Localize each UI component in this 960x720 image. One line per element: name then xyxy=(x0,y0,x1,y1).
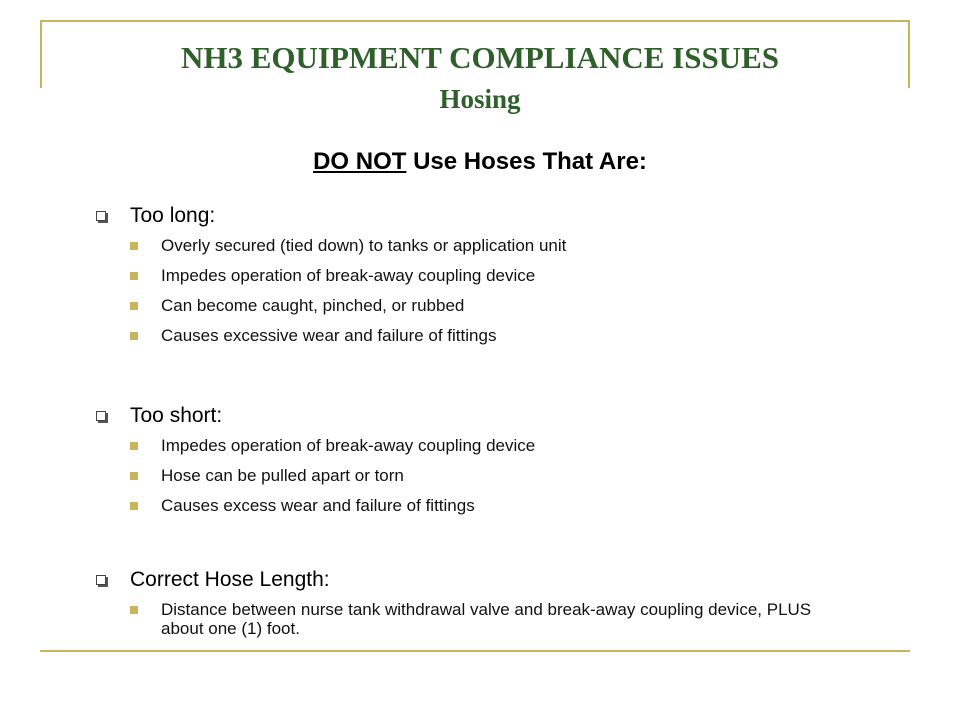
square-bullet-icon xyxy=(130,442,138,450)
hollow-square-icon xyxy=(96,211,106,221)
subheading xyxy=(0,148,960,176)
section-too-short xyxy=(96,404,850,515)
list-item xyxy=(130,600,850,638)
section-too-long xyxy=(96,204,850,345)
list-item-text: Impedes operation of break-away coupling device xyxy=(161,266,536,285)
list-item-text: Can become caught, pinched, or rubbed xyxy=(161,296,465,315)
section-header xyxy=(96,404,850,434)
square-bullet-icon xyxy=(130,332,138,340)
list-item xyxy=(130,236,850,255)
section-header xyxy=(96,204,850,234)
list-item-text: Causes excessive wear and failure of fittings xyxy=(161,326,497,345)
section-label: Too short: xyxy=(130,404,223,427)
list-item xyxy=(130,266,850,285)
section-label: Correct Hose Length: xyxy=(130,568,330,591)
list-item xyxy=(130,466,850,485)
list-item xyxy=(130,496,850,515)
square-bullet-icon xyxy=(130,272,138,280)
hollow-square-icon xyxy=(96,411,106,421)
list-item-text: Hose can be pulled apart or torn xyxy=(161,466,404,485)
square-bullet-icon xyxy=(130,242,138,250)
square-bullet-icon xyxy=(130,472,138,480)
section-correct-length xyxy=(96,568,850,638)
bottom-rule xyxy=(40,650,910,652)
square-bullet-icon xyxy=(130,606,138,614)
list-item-text: Distance between nurse tank withdrawal valve and break-away coupling device, PLUS about one (1) foot. xyxy=(161,600,812,638)
square-bullet-icon xyxy=(130,302,138,310)
square-bullet-icon xyxy=(130,502,138,510)
hollow-square-icon xyxy=(96,575,106,585)
subheading-emphasis: DO NOT xyxy=(313,148,407,175)
section-header xyxy=(96,568,850,598)
slide-title: NH3 EQUIPMENT COMPLIANCE ISSUES xyxy=(181,40,779,75)
top-rule xyxy=(40,20,910,22)
list-item xyxy=(130,326,850,345)
list-item-text: Impedes operation of break-away coupling device xyxy=(161,436,536,455)
list-item xyxy=(130,436,850,455)
list-item-text: Causes excess wear and failure of fittings xyxy=(161,496,475,515)
slide-subtitle: Hosing xyxy=(439,84,521,114)
subheading-rest: Use Hoses That Are: xyxy=(406,148,647,175)
list-item-text: Overly secured (tied down) to tanks or application unit xyxy=(161,236,567,255)
section-label: Too long: xyxy=(130,204,216,227)
list-item xyxy=(130,296,850,315)
